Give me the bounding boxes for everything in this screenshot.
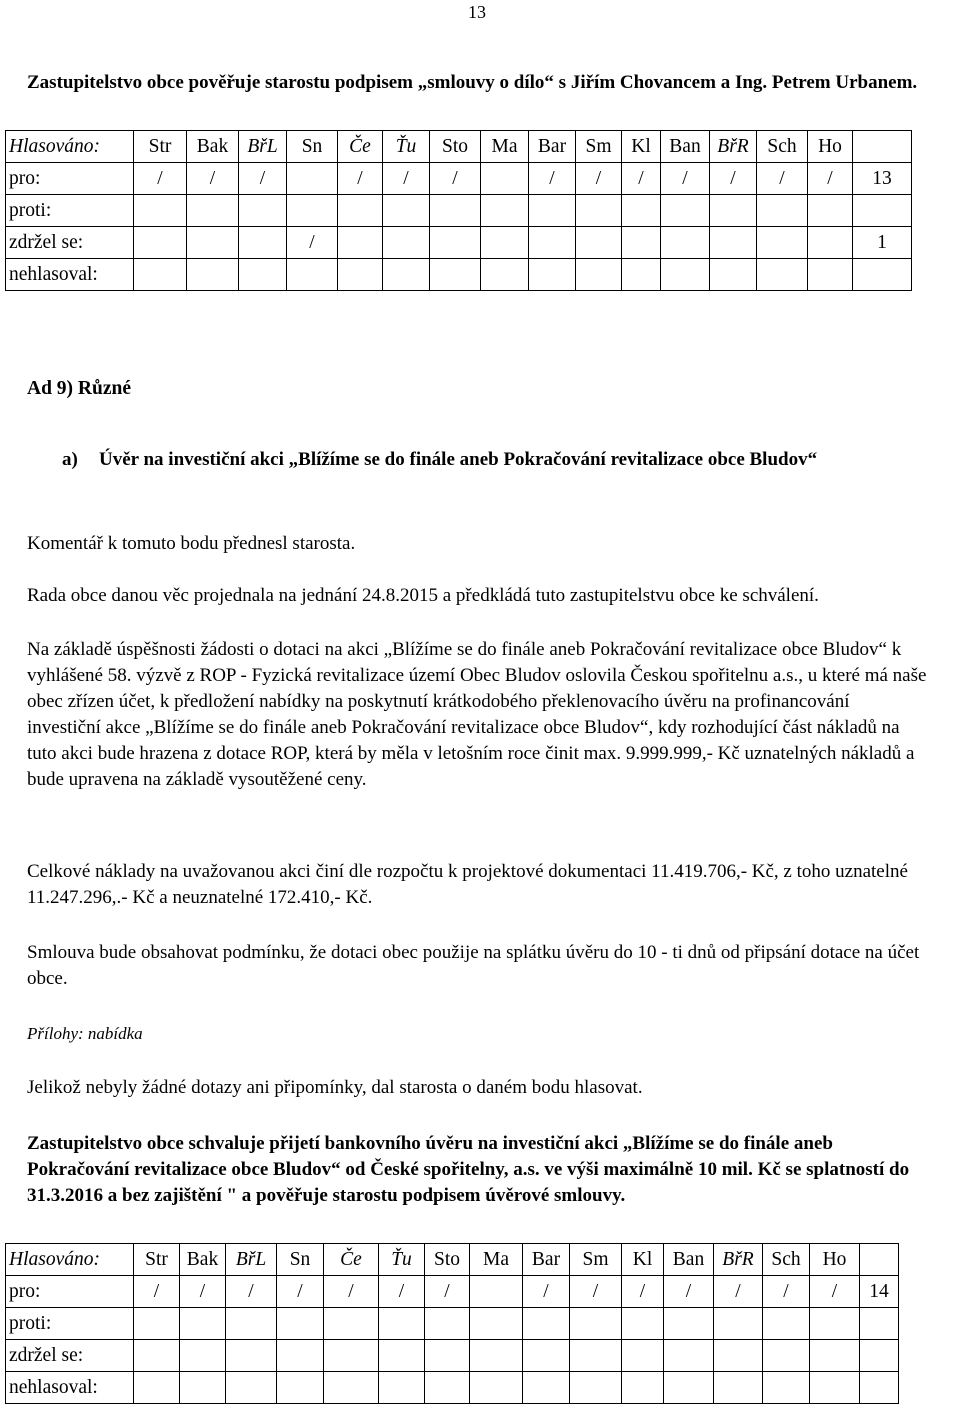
vote-mark	[481, 227, 529, 259]
vote-mark	[430, 227, 481, 259]
vote-total: 13	[853, 163, 912, 195]
vote-member: Sm	[576, 131, 622, 163]
vote-mark	[338, 227, 383, 259]
vote-mark: /	[757, 163, 808, 195]
vote-mark	[287, 259, 338, 291]
vote-member: Ho	[810, 1244, 860, 1276]
vote-member: Sn	[277, 1244, 324, 1276]
vote-header-row	[6, 1244, 899, 1276]
vote-member: Str	[134, 131, 187, 163]
vote-mark: /	[134, 1276, 180, 1308]
vote-mark	[810, 1308, 860, 1340]
vote-mark: /	[661, 163, 710, 195]
vote-mark	[383, 259, 430, 291]
vote-mark	[134, 227, 187, 259]
vote-mark	[425, 1340, 470, 1372]
resolution: Zastupitelstvo obce schvaluje přijetí bankovního úvěru na investiční akci „Blížíme se do finále aneb Pokračování revitalizace obce Bludov“ od České spořitelny, a.s. ve výši maximálně 10 mil. Kč se splatností do 31.3.2016 a bez zajištění " a pověřuje starostu podpisem úvěrové smlouvy.	[27, 1133, 910, 1206]
vote-mark	[180, 1340, 226, 1372]
vote-mark	[470, 1372, 523, 1404]
vote-table-1	[5, 130, 912, 291]
vote-mark	[622, 195, 661, 227]
vote-mark: /	[710, 163, 757, 195]
vote-mark	[324, 1372, 379, 1404]
vote-mark	[470, 1276, 523, 1308]
vote-mark	[622, 259, 661, 291]
vote-mark	[239, 195, 287, 227]
vote-mark	[134, 195, 187, 227]
vote-member: Kl	[622, 1244, 664, 1276]
vote-member: BřR	[710, 131, 757, 163]
vote-row	[6, 227, 912, 259]
vote-total	[853, 195, 912, 227]
vote-row-label: nehlasoval:	[6, 1372, 134, 1404]
vote-mark: /	[287, 227, 338, 259]
vote-row	[6, 1276, 899, 1308]
vote-mark	[470, 1340, 523, 1372]
item-a	[62, 446, 922, 473]
paragraph-contract: Smlouva bude obsahovat podmínku, že dotaci obec použije na splátku úvěru do 10 - ti dnů od připsání dotace na účet obce.	[27, 942, 920, 989]
vote-total	[860, 1372, 899, 1404]
vote-mark: /	[523, 1276, 570, 1308]
vote-member: Ban	[661, 131, 710, 163]
vote-mark	[239, 227, 287, 259]
vote-member: Ťu	[379, 1244, 425, 1276]
vote-mark: /	[277, 1276, 324, 1308]
vote-mark	[134, 1372, 180, 1404]
vote-member: Če	[324, 1244, 379, 1276]
vote-mark	[430, 195, 481, 227]
vote-mark	[523, 1372, 570, 1404]
vote-mark	[425, 1308, 470, 1340]
vote-member: Str	[134, 1244, 180, 1276]
vote-mark	[664, 1372, 714, 1404]
vote-mark	[622, 1372, 664, 1404]
vote-mark	[622, 227, 661, 259]
vote-row	[6, 1372, 899, 1404]
vote-mark	[134, 259, 187, 291]
vote-total-header	[853, 131, 912, 163]
vote-mark	[763, 1308, 810, 1340]
vote-row	[6, 1308, 899, 1340]
vote-mark	[481, 259, 529, 291]
vote-member: Bak	[180, 1244, 226, 1276]
vote-member: Sch	[763, 1244, 810, 1276]
vote-mark	[379, 1340, 425, 1372]
vote-mark: /	[430, 163, 481, 195]
vote-mark: /	[425, 1276, 470, 1308]
vote-mark	[134, 1308, 180, 1340]
vote-mark	[714, 1372, 763, 1404]
vote-mark	[714, 1340, 763, 1372]
vote-call: Jelikož nebyly žádné dotazy ani připomínky, dal starosta o daném bodu hlasovat.	[27, 1077, 643, 1098]
vote-mark: /	[226, 1276, 277, 1308]
vote-member: Sto	[425, 1244, 470, 1276]
vote-row-label: pro:	[6, 1276, 134, 1308]
vote-header-row	[6, 131, 912, 163]
vote-member: Sm	[570, 1244, 622, 1276]
paragraph-comment: Komentář k tomuto bodu přednesl starosta.	[27, 533, 356, 554]
vote-row	[6, 195, 912, 227]
vote-row-label: pro:	[6, 163, 134, 195]
vote-mark	[661, 227, 710, 259]
vote-mark: /	[763, 1276, 810, 1308]
page-number: 13	[468, 2, 486, 22]
vote-member: Bar	[529, 131, 576, 163]
vote-mark	[239, 259, 287, 291]
vote-mark	[383, 227, 430, 259]
vote-mark	[277, 1340, 324, 1372]
vote-mark	[570, 1340, 622, 1372]
vote-mark: /	[622, 163, 661, 195]
vote-mark	[187, 195, 239, 227]
vote-mark	[481, 195, 529, 227]
vote-header-label: Hlasováno:	[6, 1244, 134, 1276]
vote-mark	[661, 259, 710, 291]
vote-row-label: zdržel se:	[6, 1340, 134, 1372]
paragraph-details: Na základě úspěšnosti žádosti o dotaci na akci „Blížíme se do finále aneb Pokračování revitalizace obce Bludov“ k vyhlášené 58. výzvě z ROP - Fyzická revitalizace území Obec Bludov oslovila Českou spořitelnu a.s., u které má naše obec zřízen účet, k předložení nabídky na poskytnutí krátkodobého překlenovacího úvěru na profinancování investiční akce „Blížíme se do finále aneb Pokračování revitalizace obce Bludov“, kdy rozhodující část nákladů na tuto akci bude hrazena z dotace ROP, která by měla v letošním roce činit max. 9.999.999,- Kč uznatelných nákladů a bude upravena na základě vysoutěžené ceny.	[27, 639, 927, 790]
vote-member: Bak	[187, 131, 239, 163]
vote-mark	[664, 1308, 714, 1340]
vote-mark	[808, 195, 853, 227]
vote-mark	[187, 227, 239, 259]
vote-mark	[622, 1340, 664, 1372]
vote-row-label: nehlasoval:	[6, 259, 134, 291]
vote-mark: /	[239, 163, 287, 195]
vote-mark	[529, 195, 576, 227]
vote-mark	[757, 259, 808, 291]
vote-mark	[710, 227, 757, 259]
vote-mark: /	[180, 1276, 226, 1308]
item-a-label: a)	[62, 449, 78, 470]
vote-member: Ban	[664, 1244, 714, 1276]
vote-mark	[763, 1340, 810, 1372]
vote-row	[6, 163, 912, 195]
vote-mark	[287, 195, 338, 227]
vote-total	[860, 1340, 899, 1372]
vote-mark	[622, 1308, 664, 1340]
vote-mark	[576, 227, 622, 259]
vote-mark	[757, 227, 808, 259]
vote-mark: /	[187, 163, 239, 195]
vote-mark: /	[810, 1276, 860, 1308]
vote-member: Bar	[523, 1244, 570, 1276]
vote-member: BřL	[239, 131, 287, 163]
vote-mark	[570, 1372, 622, 1404]
intro-resolution: Zastupitelstvo obce pověřuje starostu podpisem „smlouvy o dílo“ s Jiřím Chovancem a Ing. Petrem Urbanem.	[27, 72, 918, 93]
vote-total	[860, 1308, 899, 1340]
vote-mark	[383, 195, 430, 227]
vote-mark	[430, 259, 481, 291]
vote-mark	[523, 1340, 570, 1372]
vote-mark	[714, 1308, 763, 1340]
vote-member: Sch	[757, 131, 808, 163]
vote-member: BřR	[714, 1244, 763, 1276]
vote-total-header	[860, 1244, 899, 1276]
vote-mark	[529, 259, 576, 291]
vote-member: Če	[338, 131, 383, 163]
vote-row-label: proti:	[6, 1308, 134, 1340]
vote-mark: /	[570, 1276, 622, 1308]
vote-mark	[287, 163, 338, 195]
vote-row-label: proti:	[6, 195, 134, 227]
vote-mark	[379, 1372, 425, 1404]
vote-mark	[529, 227, 576, 259]
vote-mark: /	[379, 1276, 425, 1308]
vote-mark	[379, 1308, 425, 1340]
vote-header-label: Hlasováno:	[6, 131, 134, 163]
vote-mark: /	[576, 163, 622, 195]
vote-mark	[661, 195, 710, 227]
vote-mark: /	[529, 163, 576, 195]
section-heading: Ad 9) Různé	[27, 378, 132, 399]
vote-mark: /	[714, 1276, 763, 1308]
vote-mark	[523, 1308, 570, 1340]
paragraph-costs: Celkové náklady na uvažovanou akci činí dle rozpočtu k projektové dokumentaci 11.419.706,- Kč, z toho uznatelné 11.247.296,.- Kč a neuznatelné 172.410,- Kč.	[27, 861, 908, 908]
vote-mark: /	[808, 163, 853, 195]
vote-mark	[757, 195, 808, 227]
vote-total: 14	[860, 1276, 899, 1308]
attachments: Přílohy: nabídka	[27, 1024, 143, 1043]
vote-mark	[808, 227, 853, 259]
vote-mark	[134, 1340, 180, 1372]
vote-member: Ťu	[383, 131, 430, 163]
vote-mark	[187, 259, 239, 291]
vote-mark	[810, 1372, 860, 1404]
vote-mark	[324, 1308, 379, 1340]
vote-mark	[664, 1340, 714, 1372]
vote-row	[6, 1340, 899, 1372]
vote-mark	[180, 1308, 226, 1340]
vote-mark	[180, 1372, 226, 1404]
vote-row	[6, 259, 912, 291]
vote-mark	[226, 1340, 277, 1372]
vote-mark	[470, 1308, 523, 1340]
vote-mark	[576, 195, 622, 227]
vote-member: Kl	[622, 131, 661, 163]
vote-mark: /	[383, 163, 430, 195]
vote-mark	[710, 259, 757, 291]
vote-mark	[277, 1308, 324, 1340]
vote-mark	[763, 1372, 810, 1404]
vote-total	[853, 259, 912, 291]
vote-mark	[338, 195, 383, 227]
paragraph-council: Rada obce danou věc projednala na jednání 24.8.2015 a předkládá tuto zastupitelstvu obce ke schválení.	[27, 585, 819, 606]
vote-mark	[576, 259, 622, 291]
vote-mark: /	[338, 163, 383, 195]
vote-mark: /	[134, 163, 187, 195]
vote-mark	[226, 1372, 277, 1404]
vote-mark	[324, 1340, 379, 1372]
vote-member: Ma	[481, 131, 529, 163]
vote-table-2	[5, 1243, 899, 1404]
item-a-title: Úvěr na investiční akci „Blížíme se do finále aneb Pokračování revitalizace obce Bludov“	[99, 449, 818, 470]
vote-mark: /	[622, 1276, 664, 1308]
vote-mark: /	[664, 1276, 714, 1308]
vote-mark: /	[324, 1276, 379, 1308]
vote-mark	[338, 259, 383, 291]
vote-member: BřL	[226, 1244, 277, 1276]
vote-member: Sto	[430, 131, 481, 163]
vote-mark	[226, 1308, 277, 1340]
vote-mark	[570, 1308, 622, 1340]
vote-mark	[481, 163, 529, 195]
vote-mark	[810, 1340, 860, 1372]
vote-member: Ho	[808, 131, 853, 163]
vote-mark	[710, 195, 757, 227]
vote-row-label: zdržel se:	[6, 227, 134, 259]
vote-mark	[425, 1372, 470, 1404]
vote-member: Ma	[470, 1244, 523, 1276]
vote-mark	[277, 1372, 324, 1404]
vote-member: Sn	[287, 131, 338, 163]
vote-mark	[808, 259, 853, 291]
vote-total: 1	[853, 227, 912, 259]
